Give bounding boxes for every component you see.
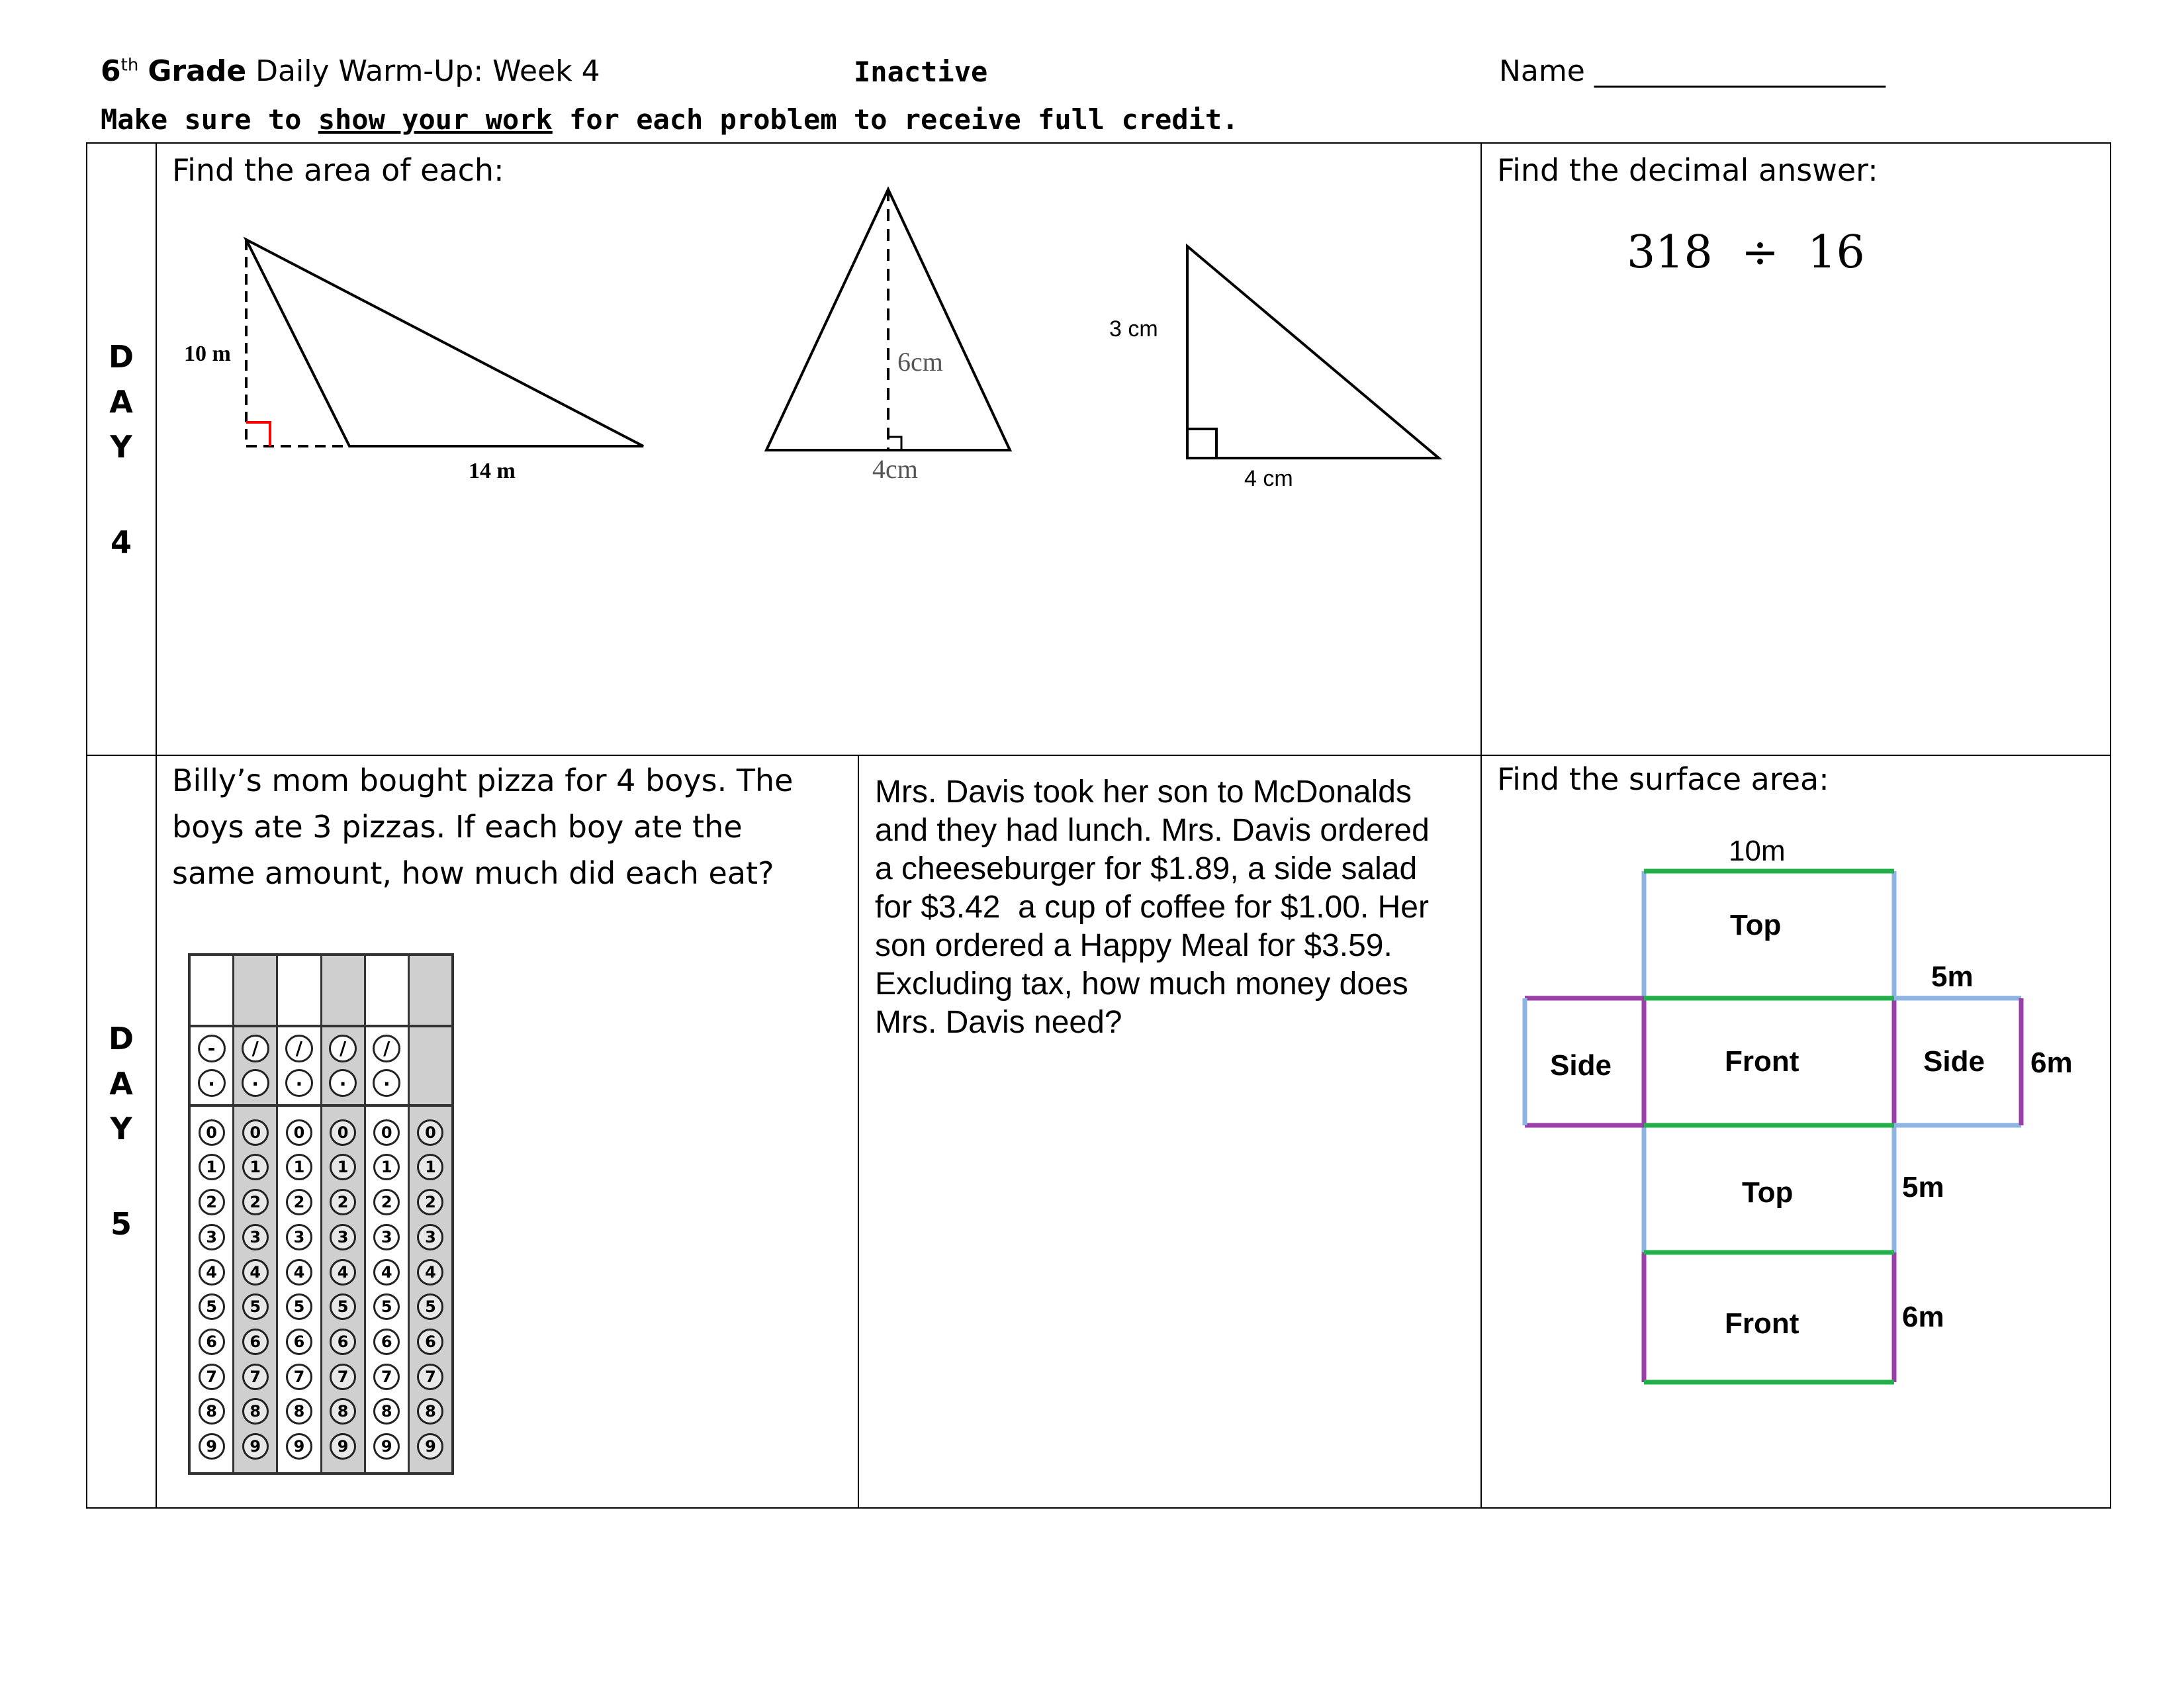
grid-digit-bubble[interactable]: 8: [199, 1398, 225, 1425]
grid-digit-bubble[interactable]: 0: [199, 1119, 225, 1146]
grid-digit-bubble[interactable]: 7: [199, 1364, 225, 1390]
grid-digit-bubble[interactable]: 4: [242, 1259, 269, 1286]
grid-decimal-bubble[interactable]: .: [329, 1069, 357, 1097]
grid-digit-bubble[interactable]: 6: [286, 1329, 312, 1355]
instruction-underlined: show your work: [318, 103, 553, 136]
day4-letter-d: D: [108, 339, 134, 375]
triangle-3-base-label: 4 cm: [1244, 466, 1293, 491]
grid-digit-bubble[interactable]: 9: [199, 1433, 225, 1460]
triangle-2-base-label: 4cm: [872, 454, 918, 484]
grid-digit-bubble[interactable]: 6: [373, 1329, 400, 1355]
day5-letter-a: A: [109, 1066, 133, 1102]
net-dim-side-height: 6m: [2030, 1047, 2073, 1079]
grid-digit-bubble[interactable]: 7: [373, 1364, 400, 1390]
grid-digit-bubble[interactable]: 5: [373, 1293, 400, 1320]
grade-number: 6: [101, 54, 121, 88]
grid-digit-bubble[interactable]: 6: [199, 1329, 225, 1355]
decimal-prompt: Find the decimal answer:: [1497, 152, 1878, 188]
grid-digit-bubble[interactable]: 0: [242, 1119, 269, 1146]
day4-letter-a: A: [109, 384, 133, 420]
grid-digit-bubble[interactable]: 0: [373, 1119, 400, 1146]
net-face-front: Front: [1725, 1045, 1799, 1078]
day5-letter-d: D: [108, 1021, 134, 1056]
name-label: Name: [1499, 54, 1585, 88]
net-face-side-right: Side: [1923, 1045, 1985, 1078]
grid-digit-bubble[interactable]: 1: [417, 1154, 443, 1180]
grid-digit-bubble[interactable]: 3: [330, 1224, 356, 1250]
net-dim-top: 10m: [1729, 835, 1786, 867]
grid-digit-bubble[interactable]: 2: [199, 1189, 225, 1215]
grid-digit-bubble[interactable]: 3: [286, 1224, 312, 1250]
grid-symbol-bubble[interactable]: -: [198, 1035, 226, 1062]
day5-number: 5: [110, 1206, 132, 1242]
grid-digit-bubble[interactable]: 4: [373, 1259, 400, 1286]
status-label: Inactive: [854, 56, 988, 88]
grid-digit-bubble[interactable]: 6: [330, 1329, 356, 1355]
grid-digit-bubble[interactable]: 7: [330, 1364, 356, 1390]
grid-digit-bubble[interactable]: 5: [330, 1293, 356, 1320]
grid-digit-bubble[interactable]: 2: [373, 1189, 400, 1215]
grid-digit-bubble[interactable]: 2: [242, 1189, 269, 1215]
grid-digit-bubble[interactable]: 2: [417, 1189, 443, 1215]
grid-digit-bubble[interactable]: 5: [417, 1293, 443, 1320]
net-dim-front2: 6m: [1902, 1301, 1944, 1333]
instruction-after: for each problem to receive full credit.: [569, 103, 1239, 136]
mcd-line-1: Mrs. Davis took her son to McDonalds: [875, 774, 1412, 810]
pizza-line-1: Billy’s mom bought pizza for 4 boys. The: [172, 763, 794, 798]
triangle-3-height-label: 3 cm: [1109, 316, 1158, 342]
triangle-2-height-label: 6cm: [897, 347, 943, 377]
grid-digit-bubble[interactable]: 5: [286, 1293, 312, 1320]
grid-digit-bubble[interactable]: 2: [286, 1189, 312, 1215]
grid-digit-bubble[interactable]: 1: [286, 1154, 312, 1180]
mcd-line-4: for $3.42 a cup of coffee for $1.00. Her: [875, 890, 1429, 925]
grid-digit-bubble[interactable]: 7: [286, 1364, 312, 1390]
grid-digit-bubble[interactable]: 6: [242, 1329, 269, 1355]
mcd-line-6: Excluding tax, how much money does: [875, 966, 1408, 1002]
grid-digit-bubble[interactable]: 1: [373, 1154, 400, 1180]
grid-digit-bubble[interactable]: 8: [242, 1398, 269, 1425]
grid-digit-bubble[interactable]: 9: [373, 1433, 400, 1460]
grid-digit-bubble[interactable]: 8: [417, 1398, 443, 1425]
grade-word: Grade: [148, 54, 247, 88]
day5-letter-y: Y: [110, 1111, 132, 1147]
grid-digit-bubble[interactable]: 5: [242, 1293, 269, 1320]
grid-digit-bubble[interactable]: 2: [330, 1189, 356, 1215]
grid-digit-bubble[interactable]: 4: [199, 1259, 225, 1286]
grid-symbol-bubble[interactable]: /: [285, 1035, 313, 1062]
net-face-front2: Front: [1725, 1307, 1799, 1340]
grid-digit-bubble[interactable]: 7: [417, 1364, 443, 1390]
grid-digit-bubble[interactable]: 0: [286, 1119, 312, 1146]
grid-digit-bubble[interactable]: 8: [286, 1398, 312, 1425]
grid-decimal-bubble[interactable]: .: [285, 1069, 313, 1097]
instruction-before: Make sure to: [101, 103, 302, 136]
grid-digit-bubble[interactable]: 6: [417, 1329, 443, 1355]
grid-symbol-bubble[interactable]: /: [242, 1035, 269, 1062]
grid-digit-bubble[interactable]: 0: [330, 1119, 356, 1146]
title-rest: Daily Warm-Up: Week 4: [255, 54, 600, 88]
grid-digit-bubble[interactable]: 4: [286, 1259, 312, 1286]
grid-symbol-bubble[interactable]: /: [329, 1035, 357, 1062]
grid-digit-bubble[interactable]: 9: [330, 1433, 356, 1460]
area-prompt: Find the area of each:: [172, 152, 504, 188]
surface-prompt: Find the surface area:: [1497, 761, 1829, 797]
name-line: ____________________: [1594, 54, 1886, 88]
grid-digit-bubble[interactable]: 4: [417, 1259, 443, 1286]
pizza-line-2: boys ate 3 pizzas. If each boy ate the: [172, 809, 743, 845]
mcd-line-3: a cheeseburger for $1.89, a side salad: [875, 851, 1418, 886]
grid-digit-bubble[interactable]: 7: [242, 1364, 269, 1390]
grid-digit-bubble[interactable]: 9: [286, 1433, 312, 1460]
grid-digit-bubble[interactable]: 0: [417, 1119, 443, 1146]
grid-digit-bubble[interactable]: 5: [199, 1293, 225, 1320]
net-face-top2: Top: [1742, 1176, 1794, 1209]
day4-letter-y: Y: [110, 429, 132, 465]
grid-digit-bubble[interactable]: 4: [330, 1259, 356, 1286]
net-face-top: Top: [1730, 909, 1782, 941]
triangle-1-base-label: 14 m: [469, 459, 516, 483]
grid-decimal-bubble[interactable]: .: [242, 1069, 269, 1097]
grade-suffix: th: [120, 55, 139, 75]
grid-symbol-bubble[interactable]: /: [373, 1035, 400, 1062]
net-dim-top2: 5m: [1902, 1171, 1944, 1203]
grid-digit-bubble[interactable]: 8: [330, 1398, 356, 1425]
grid-decimal-bubble[interactable]: .: [373, 1069, 400, 1097]
grid-digit-bubble[interactable]: 3: [242, 1224, 269, 1250]
triangle-1-height-label: 10 m: [184, 342, 231, 366]
net-dim-side-width: 5m: [1931, 961, 1974, 993]
net-face-side-left: Side: [1550, 1049, 1612, 1082]
mcd-line-2: and they had lunch. Mrs. Davis ordered: [875, 813, 1430, 848]
division-expression: 318 ÷ 16: [1627, 226, 1865, 279]
grid-digit-bubble[interactable]: 3: [417, 1224, 443, 1250]
grid-decimal-bubble[interactable]: .: [198, 1069, 226, 1097]
grid-digit-bubble[interactable]: 1: [330, 1154, 356, 1180]
mcd-line-7: Mrs. Davis need?: [875, 1005, 1122, 1040]
grid-digit-bubble[interactable]: 1: [199, 1154, 225, 1180]
day4-number: 4: [110, 524, 132, 560]
pizza-line-3: same amount, how much did each eat?: [172, 855, 774, 891]
grid-digit-bubble[interactable]: 3: [199, 1224, 225, 1250]
grid-digit-bubble[interactable]: 9: [417, 1433, 443, 1460]
grid-digit-bubble[interactable]: 8: [373, 1398, 400, 1425]
grid-digit-bubble[interactable]: 1: [242, 1154, 269, 1180]
mcd-line-5: son ordered a Happy Meal for $3.59.: [875, 928, 1392, 963]
grid-digit-bubble[interactable]: 3: [373, 1224, 400, 1250]
grid-digit-bubble[interactable]: 9: [242, 1433, 269, 1460]
